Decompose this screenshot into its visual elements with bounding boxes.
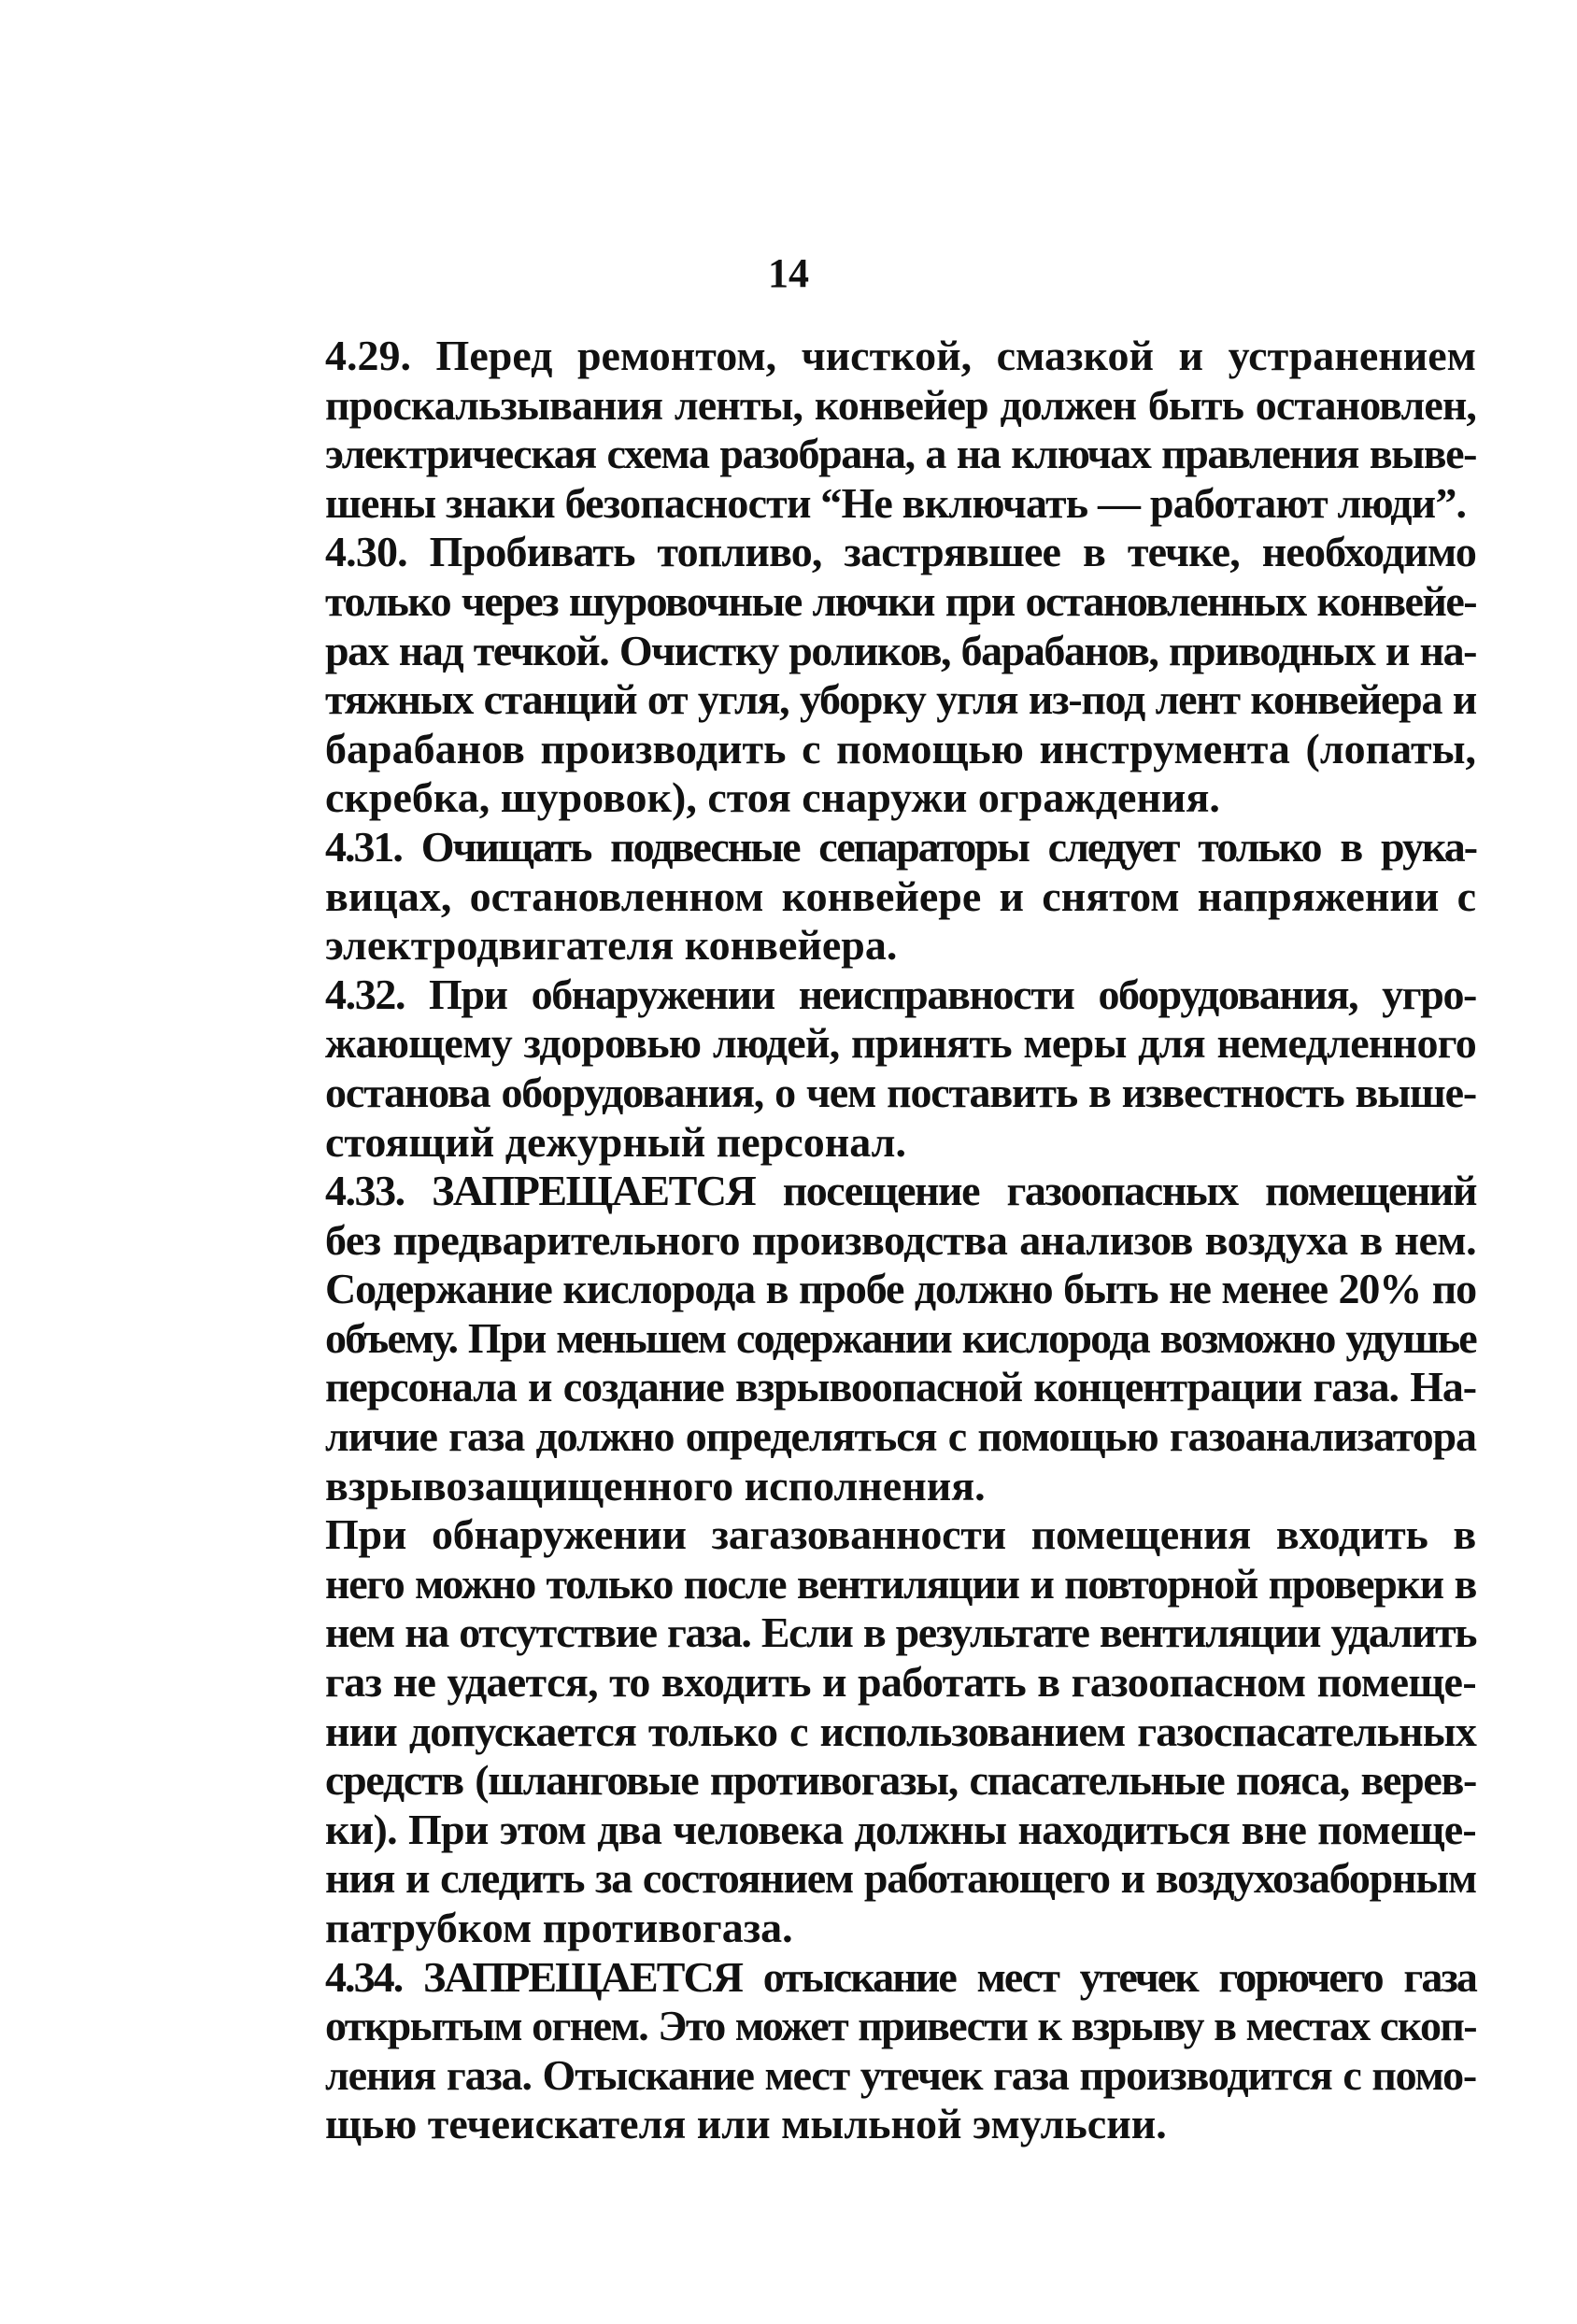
text-line: нии допускается только с использованием газоспасательных (325, 1707, 1476, 1755)
text-line: ления газа. Отыскание мест утечек газа производится с помо- (325, 2050, 1476, 2099)
text-line: рах над течкой. Очистку роликов, барабанов, приводных и на- (325, 626, 1476, 674)
text-line: электродвигателя конвейера. (325, 921, 898, 970)
text-line: жающему здоровью людей, принять меры для немедленного (325, 1019, 1476, 1068)
text-line: 4.30. Пробивать топливо, застрявшее в течке, необходимо (325, 528, 1476, 576)
text-line: без предварительного производства анализов воздуха в нем. (325, 1215, 1476, 1264)
text-line: патрубком противогаза. (325, 1904, 793, 1951)
text-line: газ не удается, то входить и работать в газоопасном помеще- (325, 1658, 1476, 1707)
text-line: электрическая схема разобрана, а на ключах правления выве- (325, 430, 1476, 478)
body-text (262, 332, 1476, 2149)
paragraph-4-33 (262, 1167, 1476, 1510)
paragraph-4-29 (262, 332, 1476, 528)
text-line: проскальзывания ленты, конвейер должен быть остановлен, (325, 380, 1476, 429)
paragraph-gas-contamination (262, 1510, 1476, 1952)
text-line: щью течеискателя или мыльной эмульсии. (325, 2100, 1167, 2148)
text-line: вицах, остановленном конвейере и снятом напряжении с (325, 872, 1476, 920)
text-line: средств (шланговые противогазы, спасательные пояса, верев- (325, 1756, 1476, 1805)
text-line: объему. При меньшем содержании кислорода возможно удушье (325, 1313, 1476, 1362)
page-number: 14 (768, 250, 809, 296)
text-line: останова оборудования, о чем поставить в известность выше- (325, 1068, 1476, 1116)
paragraph-4-31 (262, 823, 1476, 971)
text-line: скребка, шуровок), стоя снаружи ограждения. (325, 773, 1220, 822)
text-line: 4.29. Перед ремонтом, чисткой, смазкой и устранением (325, 332, 1476, 379)
text-line: При обнаружении загазованности помещения входить в (325, 1510, 1476, 1559)
text-line: взрывозащищенного исполнения. (325, 1461, 986, 1509)
text-line: 4.31. Очищать подвесные сепараторы следует только в рука- (325, 822, 1476, 871)
text-line: открытым огнем. Это может привести к взрыву в местах скоп- (325, 2002, 1476, 2050)
text-line: 4.33. ЗАПРЕЩАЕТСЯ посещение газоопасных помещений (325, 1167, 1476, 1215)
text-line: ки). При этом два человека должны находиться вне помеще- (325, 1805, 1476, 1853)
text-line: Содержание кислорода в пробе должно быть не менее 20% по (325, 1265, 1476, 1313)
text-line: барабанов производить с помощью инструмента (лопаты, (325, 724, 1476, 772)
text-line: 4.32. При обнаружении неисправности оборудования, угро- (325, 970, 1476, 1018)
paragraph-4-34 (262, 1953, 1476, 2149)
text-line: стоящий дежурный персонал. (325, 1117, 906, 1166)
text-line: персонала и создание взрывоопасной концентрации газа. На- (325, 1363, 1476, 1411)
text-line: тяжных станций от угля, уборку угля из-под лент конвейера и (325, 675, 1476, 724)
text-line: только через шуровочные лючки при остановленных конвейе- (325, 576, 1476, 625)
paragraph-4-32 (262, 971, 1476, 1167)
text-line: 4.34. ЗАПРЕЩАЕТСЯ отыскание мест утечек горючего газа (325, 1952, 1476, 2001)
text-line: личие газа должно определяться с помощью газоанализатора (325, 1412, 1476, 1461)
text-line: ния и следить за состоянием работающего и воздухозаборным (325, 1854, 1476, 1903)
text-line: шены знаки безопасности “Не включать — работают люди”. (325, 478, 1467, 527)
text-line: нем на отсутствие газа. Если в результате вентиляции удалить (325, 1608, 1476, 1657)
text-line: него можно только после вентиляции и повторной проверки в (325, 1559, 1476, 1608)
paragraph-4-30 (262, 528, 1476, 823)
